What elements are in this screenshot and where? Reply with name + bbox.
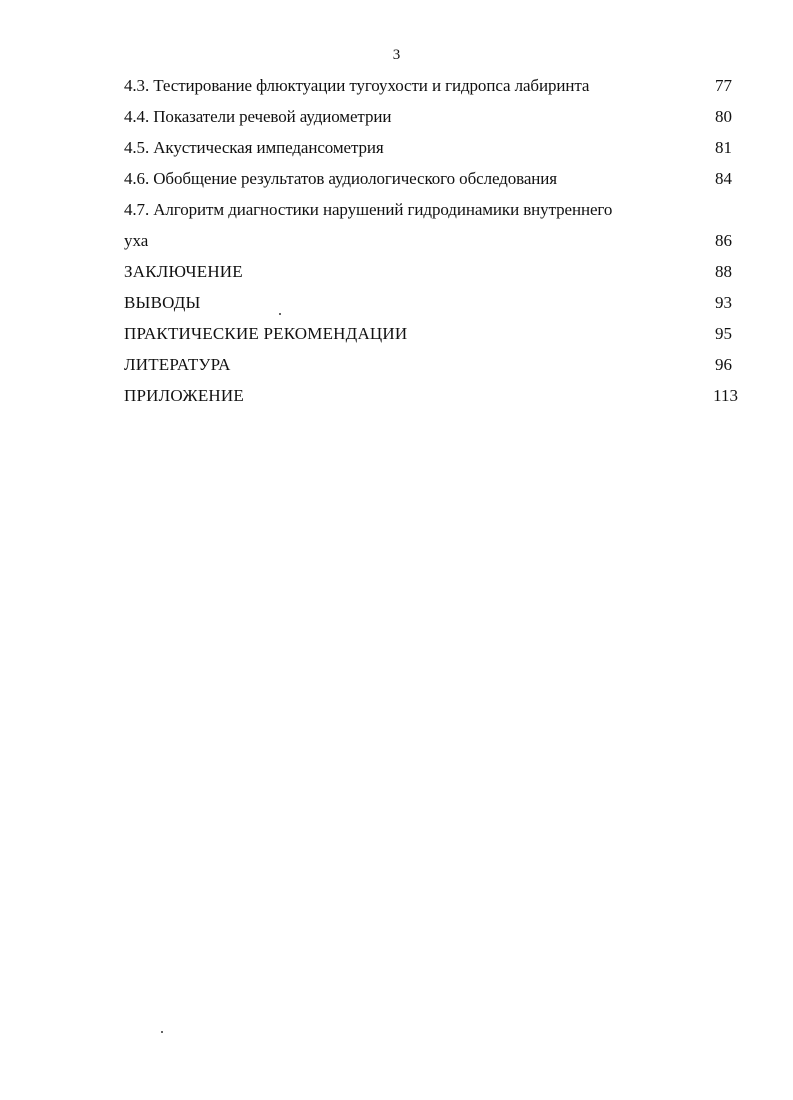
toc-entry-appendix[interactable] [124, 380, 738, 411]
toc-entry-label: 4.6. Обобщение результатов аудиологического обследования [124, 169, 557, 188]
toc-entry-findings[interactable] [124, 287, 738, 318]
toc-entry-conclusion[interactable] [124, 256, 738, 287]
toc-entry-literature[interactable] [124, 349, 738, 380]
toc-entry-label: ПРАКТИЧЕСКИЕ РЕКОМЕНДАЦИИ [124, 324, 408, 343]
toc-entry-label: 4.5. Акустическая импедансометрия [124, 138, 384, 157]
scan-speck [161, 1031, 163, 1033]
toc-entry-page: 93 [715, 293, 732, 312]
toc-entry-label: ПРИЛОЖЕНИЕ [124, 386, 244, 405]
toc-entry-4-6[interactable] [124, 163, 738, 194]
toc-entry-page: 96 [715, 355, 732, 374]
toc-entry-label: ВЫВОДЫ [124, 293, 201, 312]
toc-entry-label: ЗАКЛЮЧЕНИЕ [124, 262, 243, 281]
toc-entry-page: 88 [715, 262, 732, 281]
toc-entry-label: 4.3. Тестирование флюктуации тугоухости и гидропса лабиринта [124, 76, 590, 95]
toc-entry-4-4[interactable] [124, 101, 738, 132]
toc-entry-label: ЛИТЕРАТУРА [124, 355, 231, 374]
toc-entry-label: 4.4. Показатели речевой аудиометрии [124, 107, 392, 126]
toc-entry-page: 95 [715, 324, 732, 343]
toc-entry-label: 4.7. Алгоритм диагностики нарушений гидродинамики внутреннего [124, 200, 613, 219]
scan-speck [279, 313, 281, 315]
toc-entry-recommendations[interactable] [124, 318, 738, 349]
toc-entry-4-3[interactable] [124, 70, 738, 101]
table-of-contents [124, 70, 738, 411]
toc-entry-page: 81 [715, 138, 732, 157]
toc-entry-page: 80 [715, 107, 732, 126]
toc-entry-page: 77 [715, 76, 732, 95]
toc-entry-4-5[interactable] [124, 132, 738, 163]
toc-entry-label-continued: уха [124, 231, 149, 250]
toc-entry-page: 113 [713, 386, 738, 405]
toc-entry-4-7[interactable] [124, 194, 738, 256]
toc-entry-page: 84 [715, 169, 732, 188]
toc-entry-page: 86 [715, 231, 732, 250]
page-number: 3 [392, 47, 401, 63]
